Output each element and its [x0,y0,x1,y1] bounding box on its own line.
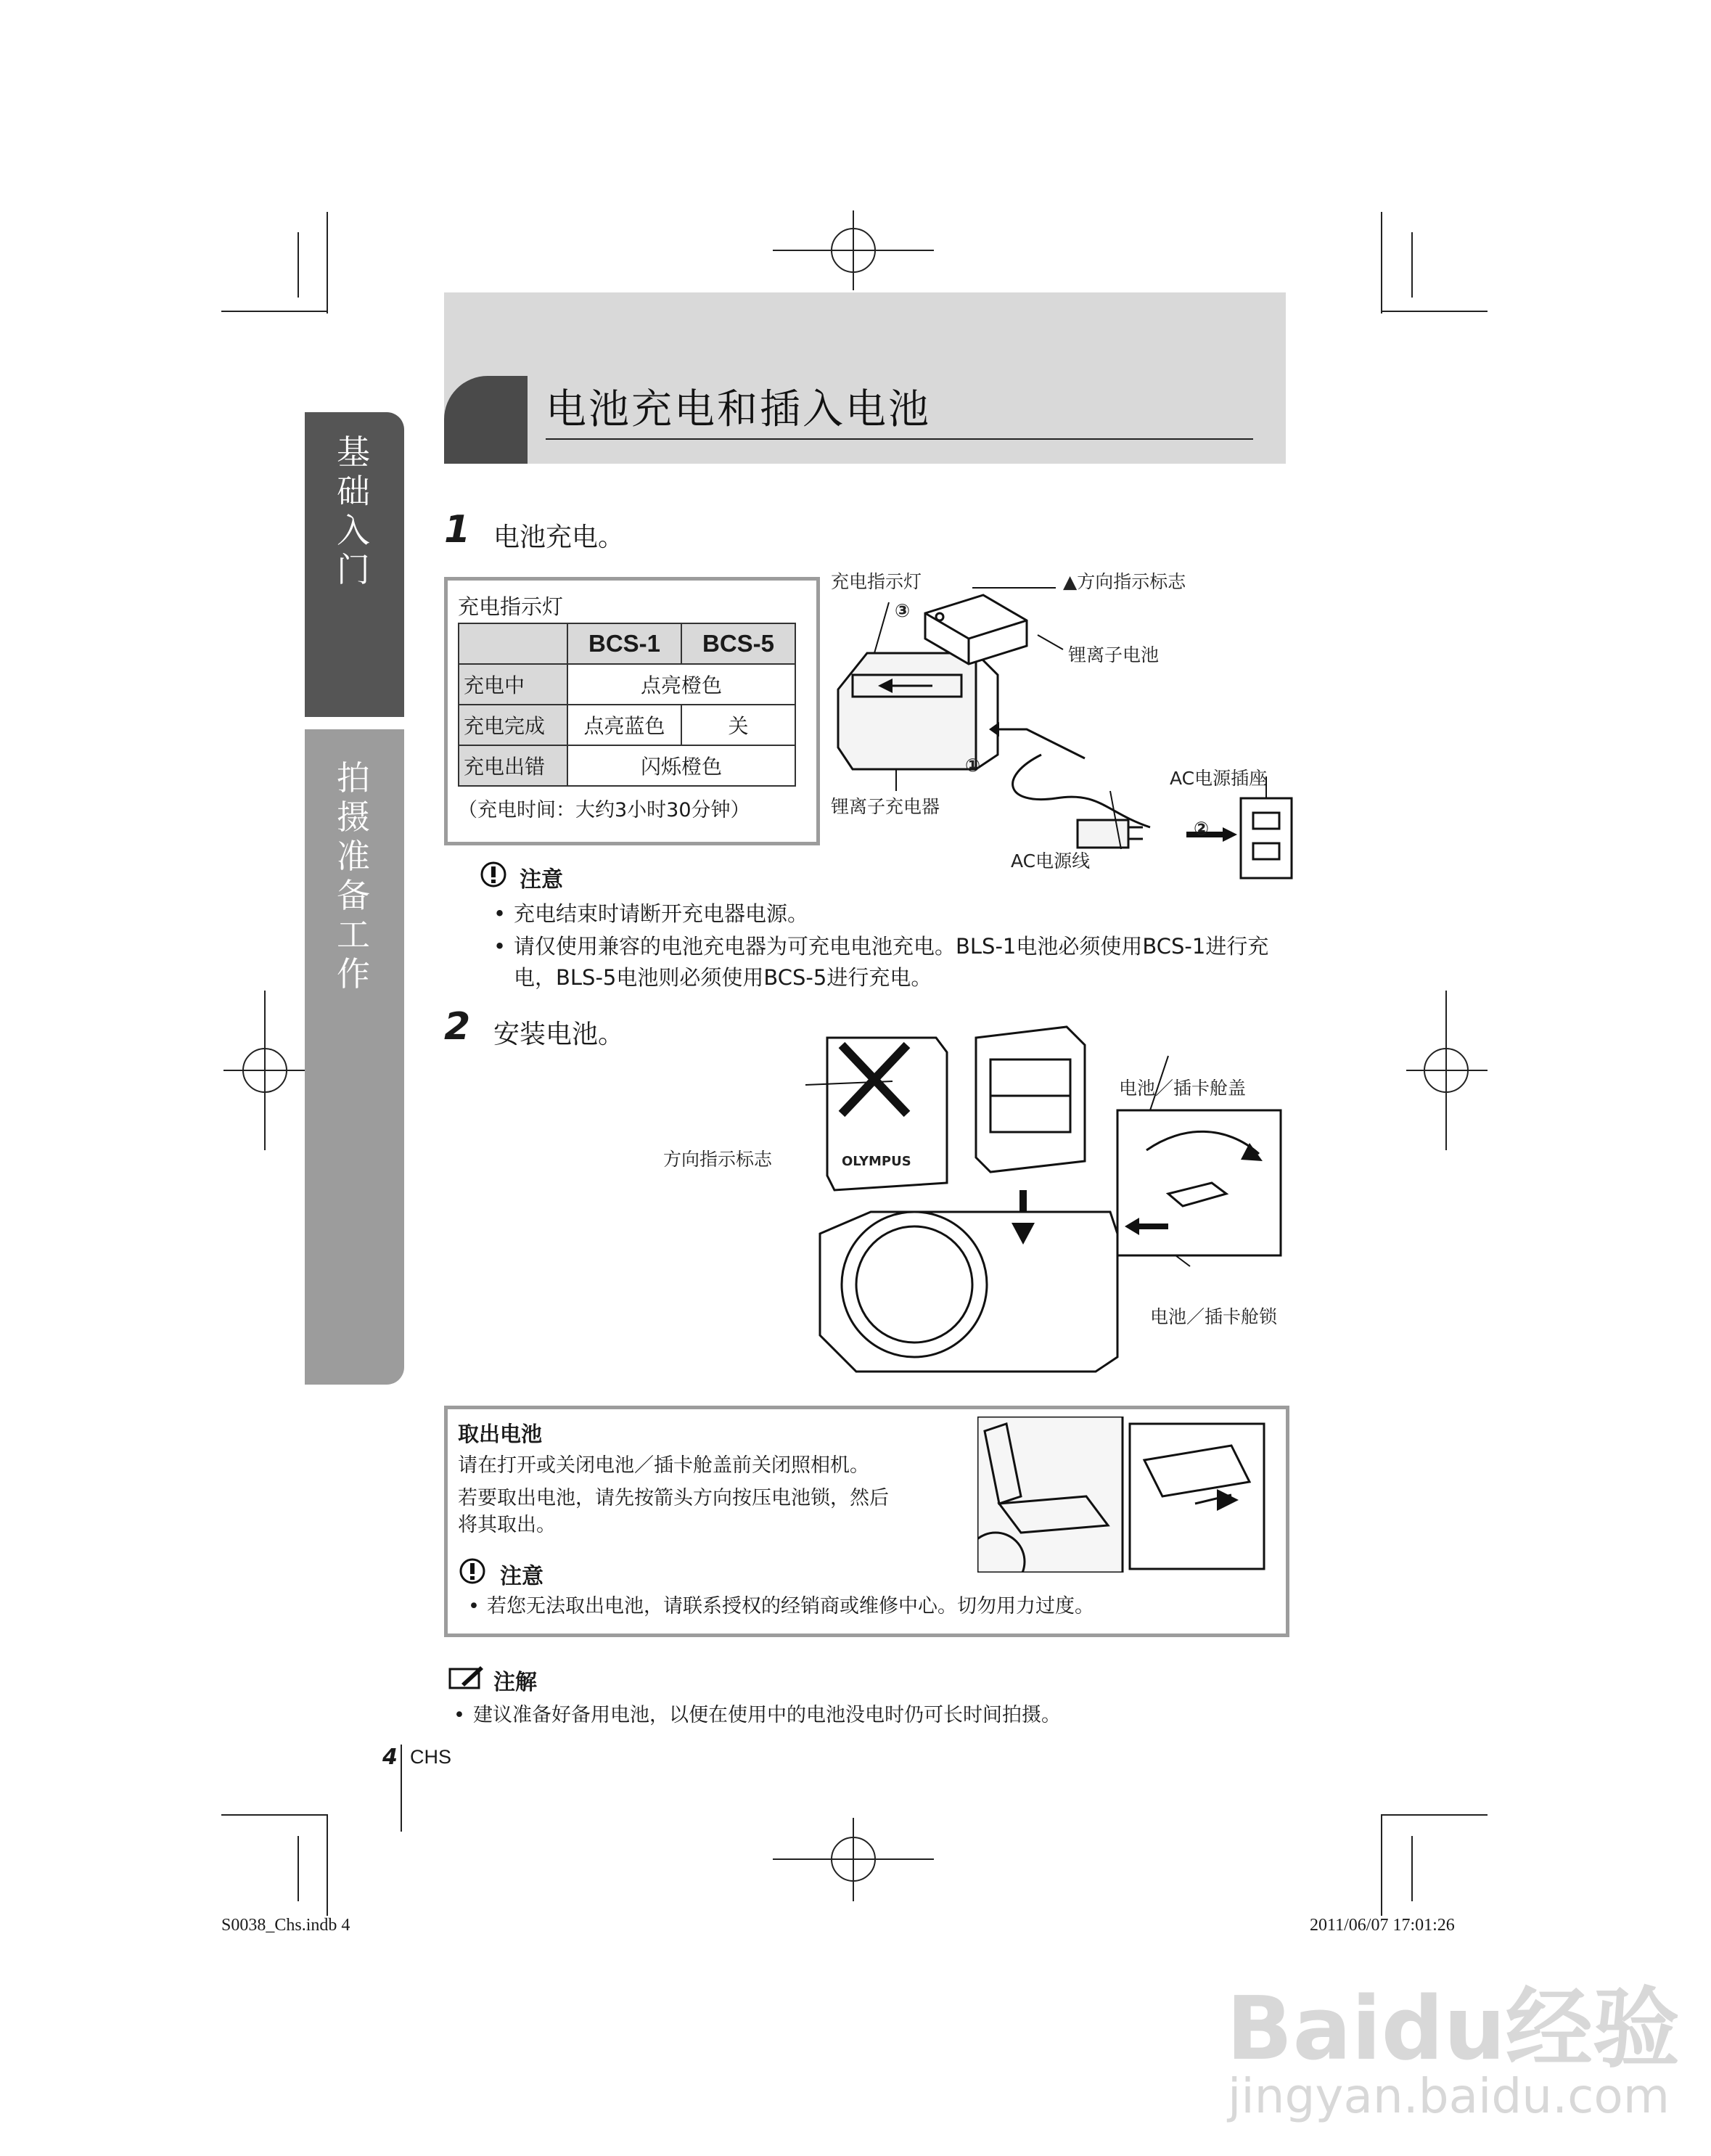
cover-label: 电池／插卡舱盖 [1119,1078,1247,1099]
step-number: 1 [444,508,471,552]
file-name: S0038_Chs.indb 4 [221,1916,350,1935]
remove-battery-box [444,1406,1289,1637]
table-cell: 点亮蓝色 [567,705,681,745]
note-title: 注意 [520,867,563,893]
table-cell [459,623,567,664]
step-number: 2 [444,1005,471,1049]
side-tab-basics [305,412,404,717]
brand-label: OLYMPUS [842,1154,911,1169]
step-text: 安装电池。 [493,1020,625,1049]
pencil-note-icon [448,1663,485,1692]
remove-battery-illustration [977,1417,1268,1573]
step-3-marker: ③ [895,600,911,621]
table-row [459,664,795,705]
footer-divider [401,1745,402,1832]
note-bullet-marker: • [493,901,506,926]
page-title: 电池充电和插入电池 [546,386,931,433]
note-bullet-marker: • [468,1595,480,1618]
table-row [459,745,795,786]
page-number: 4 [382,1745,398,1770]
remove-text-line: 将其取出。 [458,1514,556,1536]
charge-table [458,623,796,787]
table-row [459,623,795,664]
lock-label: 电池／插卡舱锁 [1150,1306,1278,1327]
step-2-marker: ② [1194,818,1210,839]
side-tab-preparation [305,729,404,1385]
box-title: 充电指示灯 [458,594,564,619]
remove-text-line: 请在打开或关闭电池／插卡舱盖前关闭照相机。 [458,1454,869,1477]
watermark-url: jingyan.baidu.com [1228,2068,1670,2124]
table-cell: 闪烁橙色 [567,745,795,786]
indicator-label: 充电指示灯 [831,571,922,592]
note-bullet-marker: • [493,934,506,959]
ac-cable-label: AC电源线 [1011,850,1091,872]
header-tab [444,376,528,464]
direction-mark-label: ▲方向指示标志 [1063,571,1186,592]
ac-outlet-label: AC电源插座 [1170,768,1268,789]
caution-icon [458,1557,487,1589]
row-header: 充电完成 [459,705,567,745]
camera-illustration [805,1016,1292,1386]
charger-label: 锂离子充电器 [831,796,940,817]
charge-indicator-box [444,577,820,845]
language-code: CHS [410,1746,452,1768]
tip-bullet-marker: • [454,1704,465,1726]
column-header: BCS-5 [681,623,795,664]
note-bullet: 请仅使用兼容的电池充电器为可充电电池充电。BLS-1电池必须使用BCS-1进行充电，BLS-5电池则必须使用BCS-5进行充电。 [514,934,1269,990]
li-battery-label: 锂离子电池 [1068,644,1160,665]
table-cell: 点亮橙色 [567,664,795,705]
watermark-logo: Baidu经验 [1226,1979,1680,2080]
tip-bullet: 建议准备好备用电池，以便在使用中的电池没电时仍可长时间拍摄。 [473,1704,1061,1726]
box-title: 取出电池 [458,1422,543,1446]
timestamp: 2011/06/07 17:01:26 [1310,1916,1455,1935]
side-tab-label: 拍摄准备工作 [337,758,370,993]
side-tab-label: 基础入门 [337,433,370,589]
remove-text-line: 若要取出电池，请先按箭头方向按压电池锁，然后 [458,1487,889,1509]
title-rule [546,438,1253,440]
direction-mark-label: 方向指示标志 [663,1149,773,1170]
step-1-marker: ① [965,755,981,776]
table-row [459,705,795,745]
note-bullet: 若您无法取出电池，请联系授权的经销商或维修中心。切勿用力过度。 [487,1595,1094,1618]
row-header: 充电出错 [459,745,567,786]
step-text: 电池充电。 [493,522,625,552]
caution-icon [479,860,508,892]
column-header: BCS-1 [567,623,681,664]
charge-time: （充电时间：大约3小时30分钟） [458,799,750,821]
note-bullet: 充电结束时请断开充电器电源。 [514,901,809,926]
note-title: 注意 [500,1564,543,1589]
row-header: 充电中 [459,664,567,705]
table-cell: 关 [681,705,795,745]
tip-title: 注解 [493,1670,537,1695]
